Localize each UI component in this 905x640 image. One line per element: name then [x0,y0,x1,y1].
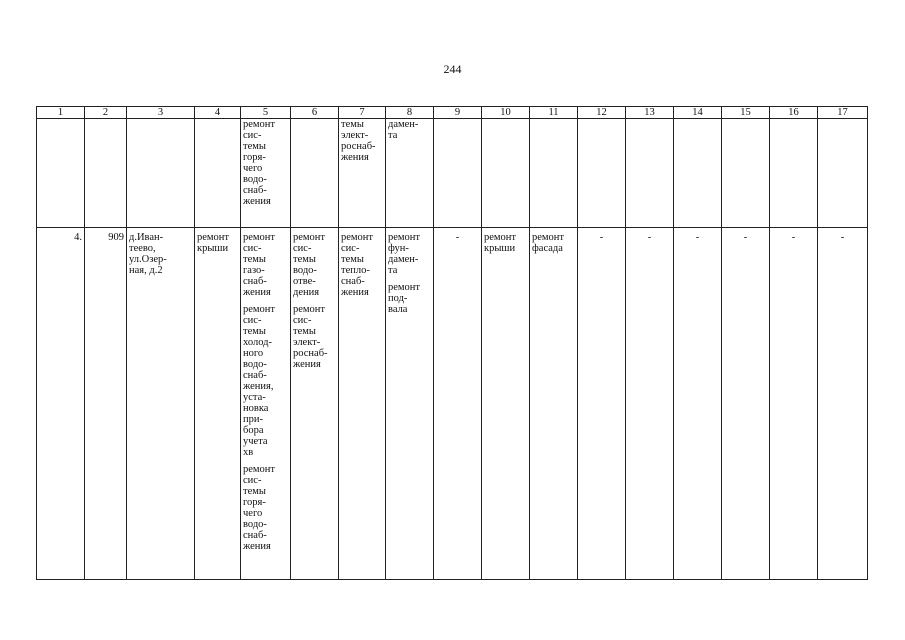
column-number-row [37,107,868,119]
table-cell [770,119,818,228]
column-header: 2 [85,107,127,119]
table-cell [339,228,386,580]
column-header: 15 [722,107,770,119]
work-item: ремонт фун- дамен- та [388,232,421,276]
table-cell [386,119,434,228]
table-cell [291,119,339,228]
table-cell [722,119,770,228]
table-cell: - [722,228,770,580]
work-item: ремонт сис- темы горя- чего водо- снаб- жения [243,119,276,207]
table-cell: - [626,228,674,580]
table-cell [37,119,85,228]
table-row [37,228,868,580]
column-header: 8 [386,107,434,119]
table-cell: - [674,228,722,580]
table-cell: - [434,228,482,580]
work-item: ремонт сис- темы горя- чего водо- снаб- жения [243,464,276,552]
work-item: темы элект- роснаб- жения [341,119,376,163]
column-header: 14 [674,107,722,119]
table-cell [530,119,578,228]
column-header: 12 [578,107,626,119]
work-item: ремонт крыши [197,232,230,254]
work-item: ремонт под- вала [388,282,421,315]
table-cell [674,119,722,228]
address-text: д.Иван- теево, ул.Озер- ная, д.2 [129,232,167,276]
work-item: ремонт сис- темы водо- отве- дения [293,232,326,298]
work-item: ремонт крыши [484,232,517,254]
table-cell [626,119,674,228]
table-cell [434,119,482,228]
table-cell [127,119,195,228]
column-header: 10 [482,107,530,119]
repair-schedule-table [36,106,868,580]
table-cell [578,119,626,228]
column-header: 1 [37,107,85,119]
work-item: ремонт сис- темы газо- снаб- жения [243,232,276,298]
table-cell [195,228,241,580]
work-item: ремонт сис- темы холод- ного водо- снаб- жения, уста- новка при- бора учета хв [243,304,276,458]
work-item: ремонт фасада [532,232,565,254]
column-header: 11 [530,107,578,119]
table-cell [339,119,386,228]
work-item: ремонт сис- темы тепло- снаб- жения [341,232,374,298]
table-cell: - [578,228,626,580]
table-cell [482,228,530,580]
table-cell [530,228,578,580]
column-header: 17 [818,107,868,119]
table-cell [291,228,339,580]
column-header: 6 [291,107,339,119]
table-cell [386,228,434,580]
column-header: 16 [770,107,818,119]
continued-row [37,119,868,228]
column-header: 5 [241,107,291,119]
table-cell [241,119,291,228]
work-item: дамен- та [388,119,419,141]
page-number: 244 [443,62,462,76]
column-header: 3 [127,107,195,119]
work-item: ремонт сис- темы элект- роснаб- жения [293,304,328,370]
column-header: 4 [195,107,241,119]
table-cell [241,228,291,580]
column-header: 13 [626,107,674,119]
column-header: 7 [339,107,386,119]
table-cell: - [770,228,818,580]
table-cell [85,119,127,228]
table-cell [482,119,530,228]
row-number: 4. [37,228,85,580]
table-cell [818,119,868,228]
table-cell [195,119,241,228]
building-address [127,228,195,580]
building-code: 909 [85,228,127,580]
column-header: 9 [434,107,482,119]
table-cell: - [818,228,868,580]
